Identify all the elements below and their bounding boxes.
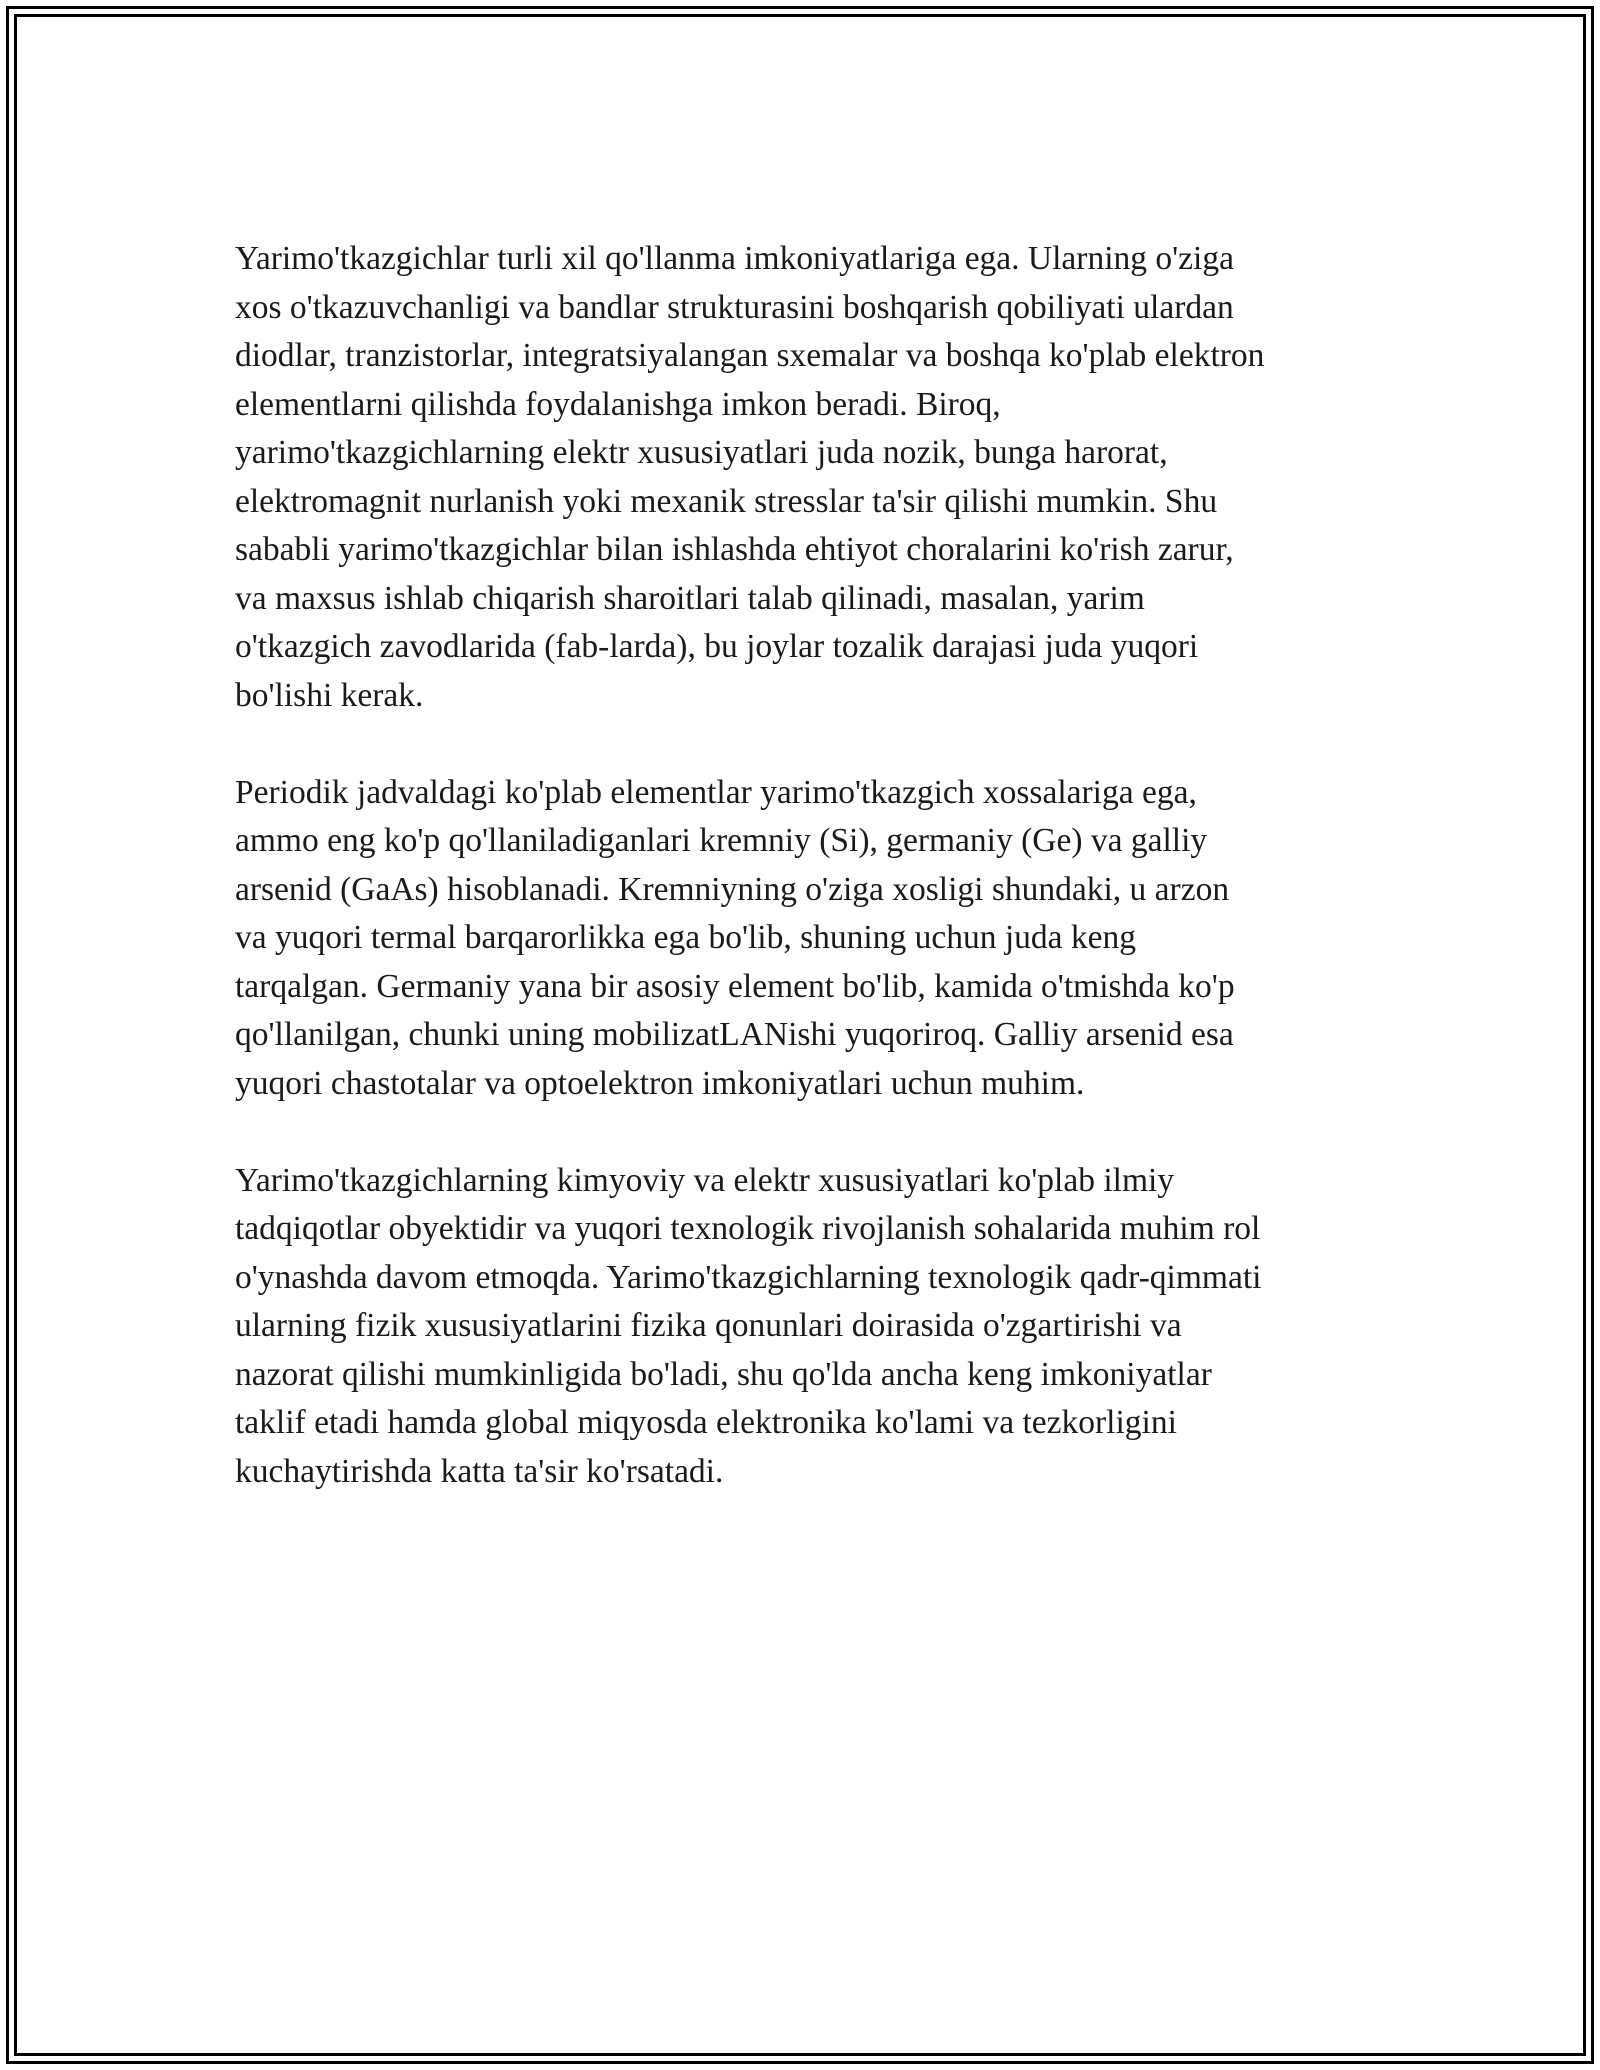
paragraph-1	[235, 235, 1365, 720]
text-line: o'tkazgich zavodlarida (fab-larda), bu joylar tozalik darajasi juda yuqori	[235, 628, 1199, 665]
text-line: nazorat qilishi mumkinligida bo'ladi, shu qo'lda ancha keng imkoniyatlar	[235, 1355, 1212, 1393]
text-line: ammo eng ko'p qo'llaniladiganlari kremniy (Si), germaniy (Ge) va galliy	[235, 822, 1208, 859]
text-line: qo'llanilgan, chunki uning mobilizatLANishi yuqoriroq. Galliy arsenid esa	[235, 1016, 1234, 1053]
text-line: xos o'tkazuvchanligi va bandlar strukturasini boshqarish qobiliyati ulardan	[235, 288, 1234, 326]
text-line: Yarimo'tkazgichlarning kimyoviy va elektr xususiyatlari ko'plab ilmiy	[235, 1161, 1175, 1199]
text-line: Periodik jadvaldagi ko'plab elementlar yarimo'tkazgich xossalariga ega,	[235, 773, 1197, 811]
text-line: tarqalgan. Germaniy yana bir asosiy element bo'lib, kamida o'tmishda ko'p	[235, 967, 1235, 1005]
text-line: tadqiqotlar obyektidir va yuqori texnologik rivojlanish sohalarida muhim rol	[235, 1210, 1261, 1247]
text-line: elementlarni qilishda foydalanishga imkon beradi. Biroq,	[235, 385, 1001, 423]
text-line: kuchaytirishda katta ta'sir ko'rsatadi.	[235, 1452, 724, 1490]
text-line: sababli yarimo'tkazgichlar bilan ishlashda ehtiyot choralarini ko'rish zarur,	[235, 531, 1234, 568]
text-line: diodlar, tranzistorlar, integratsiyalangan sxemalar va boshqa ko'plab elektron	[235, 337, 1265, 374]
text-line: o'ynashda davom etmoqda. Yarimo'tkazgichlarning texnologik qadr-qimmati	[235, 1258, 1262, 1296]
text-line: va maxsus ishlab chiqarish sharoitlari talab qilinadi, masalan, yarim	[235, 579, 1145, 617]
text-line: bo'lishi kerak.	[235, 676, 424, 714]
text-line: taklif etadi hamda global miqyosda elektronika ko'lami va tezkorligini	[235, 1404, 1177, 1441]
text-line: yuqori chastotalar va optoelektron imkoniyatlari uchun muhim.	[235, 1064, 1085, 1102]
paragraph-2	[235, 769, 1365, 1109]
text-line: va yuqori termal barqarorlikka ega bo'lib, shuning uchun juda keng	[235, 919, 1136, 956]
text-line: Yarimo'tkazgichlar turli xil qo'llanma imkoniyatlariga ega. Ularning o'ziga	[235, 240, 1234, 277]
text-line: arsenid (GaAs) hisoblanadi. Kremniyning o'ziga xosligi shundaki, u arzon	[235, 870, 1230, 908]
text-line: yarimo'tkazgichlarning elektr xususiyatlari juda nozik, bunga harorat,	[235, 434, 1168, 471]
text-line: ularning fizik xususiyatlarini fizika qonunlari doirasida o'zgartirishi va	[235, 1307, 1182, 1344]
paragraph-3	[235, 1157, 1365, 1497]
document-body	[235, 235, 1365, 1545]
text-line: elektromagnit nurlanish yoki mexanik stresslar ta'sir qilishi mumkin. Shu	[235, 482, 1218, 520]
